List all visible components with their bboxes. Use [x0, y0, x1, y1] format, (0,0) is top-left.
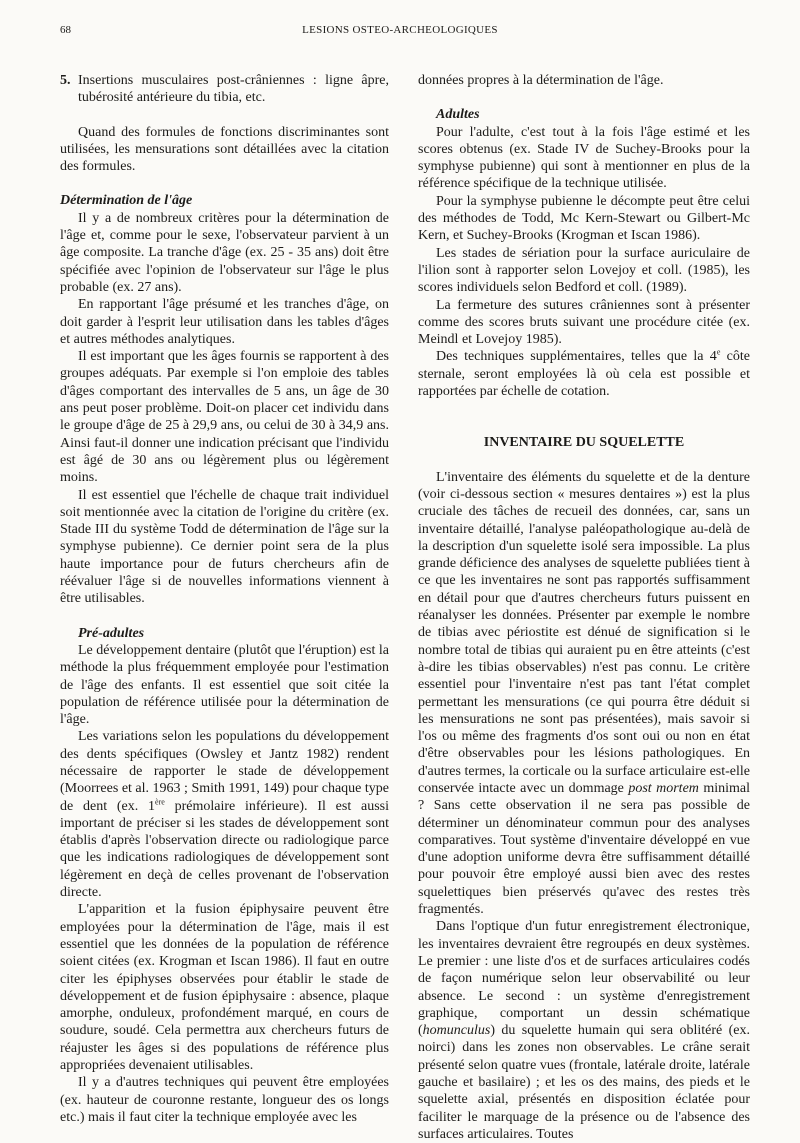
paragraph-pre-3: L'apparition et la fusion épiphysaire peuvent être employées pour la détermination de l'âge, mais il est essentiel que les données de la population de référence soient citées (ex. Krogman et Iscan 1986). Il faut en outre citer les épiphyses observées pour établir le stade de développement et de fusion épiphysaire : absence, plaque amorphe, onduleux, profondément marqué, en cours de soudure, soudé. Cela permettra aux chercheurs futurs de réajuster les âges si des populations de référence plus appropriées devenaient utilisables. — [60, 902, 389, 1074]
paragraph-adultes-4: La fermeture des sutures crâniennes sont à présenter comme des scores bruts suivant une procédure citée (ex. Meindl et Lovejoy 1985). — [418, 297, 750, 348]
paragraph-age-2: En rapportant l'âge présumé et les tranches d'âge, on doit garder à l'esprit leur utilisation dans les tables d'âges et autres méthodes analytiques. — [60, 297, 389, 347]
paragraph-pre-2: Les variations selon les populations du développement des dents spécifiques (Owsley et Jantz 1982) rendent nécessaire de rapporter le stade de développement (Moorrees et al. 1963 ; Smith 1991, 149) pour chaque type de dent (ex. 1ère prémolaire inférieure). Il est aussi important de préciser si les stades de développement sont établis d'après l'observation directe ou radiologique parce que les indications radiologiques de développement sont légèrement en deçà de celles provenant de l'observation directe. — [60, 729, 389, 901]
paragraph-adultes-3: Les stades de sériation pour la surface auriculaire de l'ilion sont à rapporter selon Lovejoy et coll. (1985), les scores individuels selon Bedford et coll. (1989). — [418, 245, 750, 296]
heading-pre-adultes: Pré-adultes — [78, 625, 145, 641]
paragraph-age-4: Il est essentiel que l'échelle de chaque trait individuel soit mentionnée avec la citation de l'origine du critère (ex. Stade III du système Todd de détermination de l'âge sur la symphyse pubienne). Ce dernier point sera de la plus haute importance pour de futurs chercheurs afin de réévaluer l'âge si de nouvelles informations viennent à être utilisables. — [60, 487, 389, 607]
paragraph-age-1: Il y a de nombreux critères pour la détermination de l'âge et, comme pour le sexe, l'observateur parvient à un âge composite. La tranche d'âge (ex. 25 - 35 ans) doit être spécifiée avec l'opinion de l'observateur sur l'âge le plus probable (ex. 27 ans). — [60, 210, 389, 295]
heading-inventaire: INVENTAIRE DU SQUELETTE — [483, 435, 685, 451]
left-column — [60, 72, 389, 1126]
paragraph-age-3: Il est important que les âges fournis se rapportent à des groupes adéquats. Par exemple si l'on emploie des tables d'âges comportant des intervalles de 5 ans, un âge de 30 ans peut poser problème. Doit-on placer cet individu dans le groupe d'âge de 25 à 29,9 ans, ou celui de 30 à 34,9 ans. Ainsi faut-il donner une indication précisant que l'individu est âgé de 30 ans ou légèrement plus ou légèrement moins. — [60, 349, 389, 486]
heading-determination-age: Détermination de l'âge — [60, 193, 193, 209]
page-number: 68 — [60, 24, 71, 36]
right-column — [418, 72, 750, 1143]
running-title: LESIONS OSTEO-ARCHEOLOGIQUES — [302, 24, 498, 36]
heading-adultes: Adultes — [436, 107, 480, 123]
list-item-text: Insertions musculaires post-crâniennes : ligne âpre, tubérosité antérieure du tibia, etc. — [78, 73, 389, 106]
paragraph-adultes-2: Pour la symphyse pubienne le décompte peut être celui des méthodes de Todd, Mc Kern-Stewart ou Gilbert-Mc Kern, et Suchey-Brooks (Krogman et Iscan 1986). — [418, 193, 750, 244]
paragraph-pre-4: Il y a d'autres techniques qui peuvent être employées (ex. hauteur de couronne restante, longueur des os longs etc.) mais il faut citer la technique employée avec les — [60, 1075, 389, 1125]
paragraph-continued: données propres à la détermination de l'âge. — [418, 73, 664, 88]
paragraph-pre-1: Le développement dentaire (plutôt que l'éruption) est la méthode la plus fréquemment employée pour l'estimation de l'âge des enfants. Il est essentiel que soit citée la population de référence utilisée pour la détermination de l'âge. — [60, 642, 389, 728]
list-item-number: 5. — [60, 73, 71, 88]
paragraph-inventaire-1: L'inventaire des éléments du squelette et de la denture (voir ci-dessous section « mesures dentaires ») est la plus cruciale des tâches de recueil des données, car, sans un inventaire détaillé, l'analyse paléopathologique au-delà de la description d'un squelette isolé sera impossible. La plus grande déficience des analyses de squelette publiées tient à ce que les inventaires ne sont pas rapportés suffisamment en détail pour que d'autres chercheurs futurs puissent en réanalyser les données. Présenter par exemple le nombre de tibias avec périostite est dénué de signification si le nombre total de tibias qui auraient pu en être atteints (c'est à-dire les tibias observables) n'est pas connu. Le critère essentiel pour l'inventaire n'est pas tant l'état complet permettant les mensurations (ce qui pourra être déduit si les mensurations ne sont pas présentées), mais savoir si l'os ou même des fragments d'os sont oui ou non en état d'être observables pour les lésions pathologiques. En d'autres termes, la corticale ou la surface articulaire est-elle conservée intacte avec un dommage post mortem minimal ? Sans cette observation il ne sera pas possible de déterminer un dénominateur commun pour des analyses comparatives. Tout système d'inventaire développé en vue d'une adoption uniforme devra être suffisamment détaillé pour pouvoir être employé aussi bien avec des restes squelettiques bien préservés qu'avec des restes très fragmentés. — [418, 469, 751, 918]
list-item-5 — [60, 72, 389, 107]
paragraph-adultes-1: Pour l'adulte, c'est tout à la fois l'âge estimé et les scores obtenus (ex. Stade IV de Suchey-Brooks pour la symphyse pubienne) qui sont à mentionner en plus de la référence spécifique de la technique utilisée. — [418, 124, 750, 192]
paragraph-adultes-5: Des techniques supplémentaires, telles que la 4e côte sternale, seront employées là où cela est possible et rapportées par échelle de cotation. — [418, 347, 750, 400]
paragraph-formules: Quand des formules de fonctions discriminantes sont utilisées, les mensurations sont détaillées avec la citation des formules. — [60, 124, 389, 175]
paragraph-inventaire-2: Dans l'optique d'un futur enregistrement électronique, les inventaires devraient être regroupés en deux systèmes. Le premier : une liste d'os et de surfaces articulaires codés de façon numérique selon leur observabilité ou leur absence. Le second : un système d'enregistrement graphique, comportant un dessin schématique (homunculus) du squelette humain qui sera oblitéré (ex. noirci) dans les zones non observables. Le crâne serait présenté selon quatre vues (frontale, latérale droite, latérale gauche et basilaire) ; et les os des mains, des pieds et le squelette axial, présentés en disposition éclatée pour faciliter le marquage de la présence ou de l'absence des surfaces articulaires. Toutes — [418, 919, 750, 1142]
